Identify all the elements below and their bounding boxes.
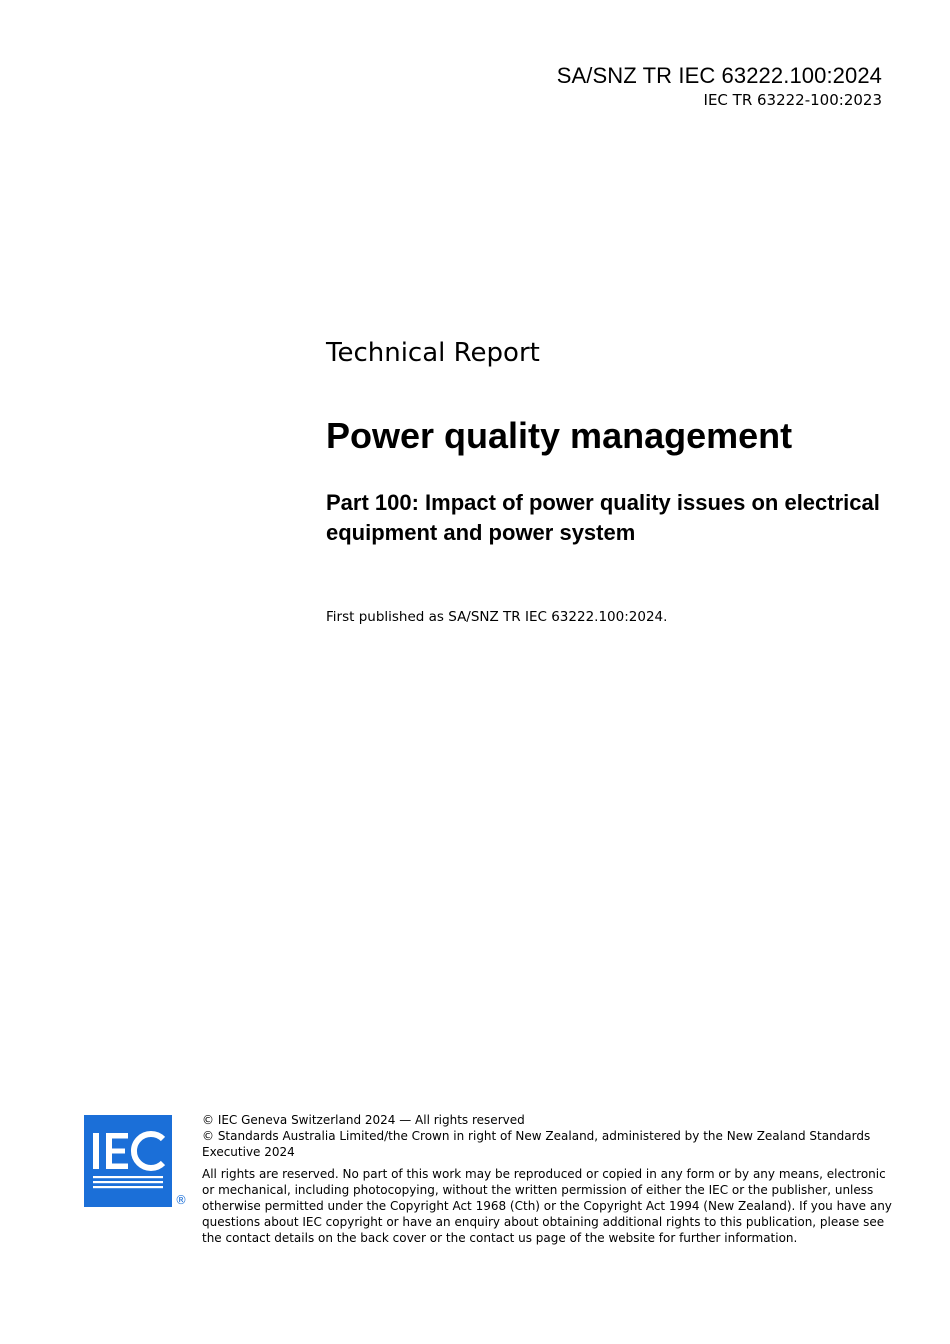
document-header [557, 62, 882, 110]
iec-logo-box [84, 1115, 172, 1207]
title-block [326, 336, 886, 626]
designation-primary: SA/SNZ TR IEC 63222.100:2024 [556, 63, 882, 88]
copyright-notice [202, 1112, 892, 1246]
registered-mark: ® [175, 1193, 187, 1207]
publication-note: First published as SA/SNZ TR IEC 63222.100:2024. [326, 609, 668, 625]
iec-logo-mark [84, 1115, 172, 1207]
sub-title: Part 100: Impact of power quality issues on electrical equipment and power system [326, 490, 880, 545]
copyright-iec: © IEC Geneva Switzerland 2024 — All rights reserved [202, 1113, 525, 1127]
rights-statement: All rights are reserved. No part of this work may be reproduced or copied in any form or by any means, electronic or mechanical, including photocopying, without the written permission of either the IEC or the publisher, unless otherwise permitted under the Copyright Act 1968 (Cth) or the Copyright Act 1994 (New Zealand). If you have any questions about IEC copyright or have an enquiry about obtaining additional rights to this publication, please see the contact details on the back cover or the contact us page of the website for further information. [202, 1167, 892, 1245]
document-type: Technical Report [326, 338, 540, 368]
iec-logo [84, 1115, 188, 1207]
main-title: Power quality management [326, 415, 793, 456]
copyright-sa: © Standards Australia Limited/the Crown in right of New Zealand, administered by the New Zealand Standards Executive 2024 [202, 1129, 871, 1159]
designation-secondary: IEC TR 63222-100:2023 [703, 91, 882, 109]
